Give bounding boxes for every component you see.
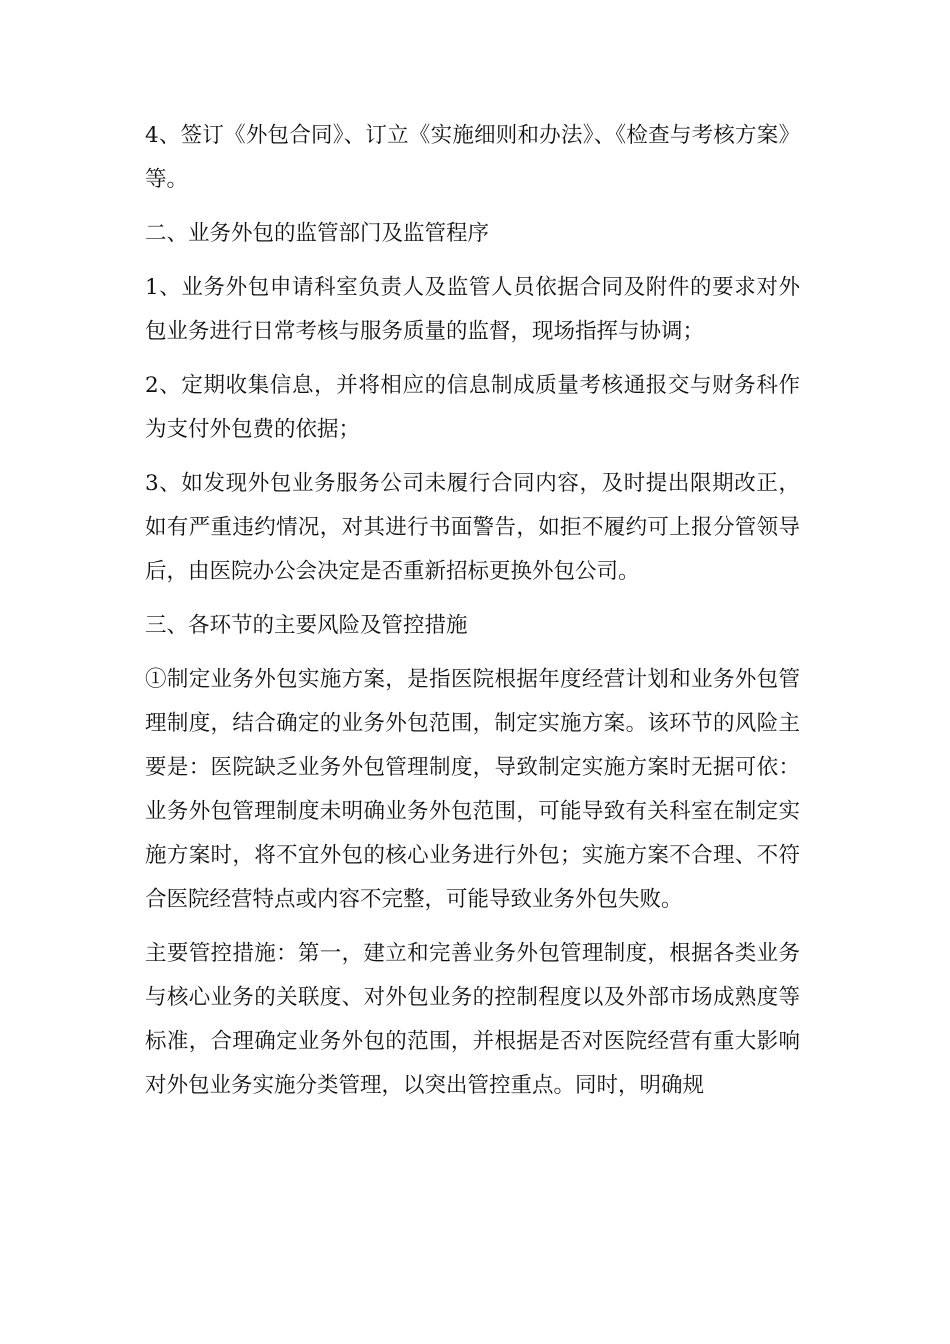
paragraph-item-1: 1、业务外包申请科室负责人及监管人员依据合同及附件的要求对外包业务进行日常考核与服务质量的监督，现场指挥与协调；	[145, 275, 800, 344]
paragraph-risk-description: ①制定业务外包实施方案，是指医院根据年度经营计划和业务外包管理制度，结合确定的业务外包范围，制定实施方案。该环节的风险主要是：医院缺乏业务外包管理制度，导致制定实施方案时无据可依：业务外包管理制度未明确业务外包范围，可能导致有关科室在制定实施方案时，将不宜外包的核心业务进行外包；实施方案不合理、不符合医院经营特点或内容不完整，可能导致业务外包失败。	[145, 667, 800, 912]
document-body	[145, 114, 800, 1118]
section-heading-3: 三、各环节的主要风险及管控措施	[145, 613, 468, 638]
paragraph-item-4: 4、签订《外包合同》、订立《实施细则和办法》、《检查与考核方案》等。	[145, 123, 800, 192]
paragraph-item-2: 2、定期收集信息，并将相应的信息制成质量考核通报交与财务科作为支付外包费的依据；	[145, 373, 800, 442]
section-heading-2: 二、业务外包的监管部门及监管程序	[145, 221, 490, 246]
paragraph-item-3: 3、如发现外包业务服务公司未履行合同内容，及时提出限期改正，如有严重违约情况，对其进行书面警告，如拒不履约可上报分管领导后，由医院办公会决定是否重新招标更换外包公司。	[145, 471, 800, 584]
paragraph-control-measures: 主要管控措施：第一，建立和完善业务外包管理制度，根据各类业务与核心业务的关联度、对外包业务的控制程度以及外部市场成熟度等标准，合理确定业务外包的范围，并根据是否对医院经营有重大影响对外包业务实施分类管理，以突出管控重点。同时，明确规	[145, 941, 800, 1098]
